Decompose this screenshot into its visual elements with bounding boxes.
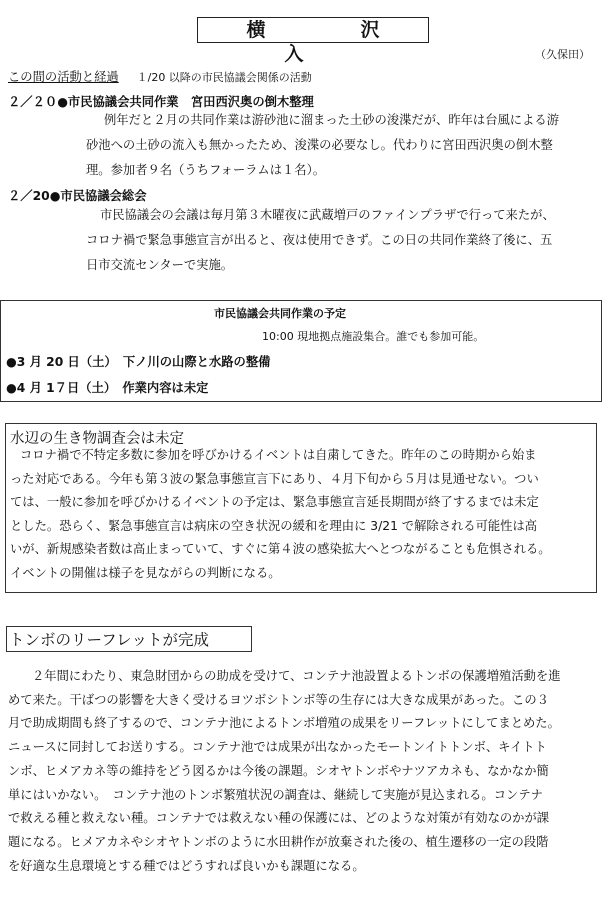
item2-line: 日市交流センターで実施。 [86, 258, 234, 272]
item2-body [86, 203, 555, 278]
survey-line: ては、一般に参加を呼びかけるイベントの予定は、緊急事態宣言延長期間が終了するまでは未定 [10, 495, 539, 509]
survey-line: いが、新規感染者数は高止まっていて、すぐに第４波の感染拡大へとつながることも危惧される。 [10, 542, 551, 556]
leaflet-line: ンボ、ヒメアカネ等の維持をどう図るかは今後の課題。シオヤトンボやナツアカネも、なかなか簡 [8, 763, 549, 778]
leaflet-line: 月で助成期間も終了するので、コンテナ池によるトンボ増殖の成果をリーフレットにしてまとめた。 [8, 716, 560, 731]
survey-line: った対応である。今年も第３波の緊急事態宣言下にあり、４月下旬から５月は見通せない。つい [10, 471, 539, 486]
activities-heading: この間の活動と経過 [8, 70, 119, 84]
leaflet-line: で救える種と救えない種。コンテナでは救えない種の保護には、どのような対策が有効なのかが課 [8, 811, 550, 826]
item2-line: 市民協議会の会議は毎月第３木曜夜に武蔵増戸のファインプラザで行って来たが、 [100, 208, 555, 222]
schedule-meeting: 10:00 現地拠点施設集合。誰でも参加可能。 [262, 330, 485, 343]
item1-title: ２／２０●市民協議会共同作業 宮田西沢奥の倒木整理 [8, 95, 314, 109]
survey-body [10, 444, 551, 585]
activities-heading-row [8, 67, 312, 85]
item1-line: 砂池への土砂の流入も無かったため、浚渫の必要なし。代わりに宮田西沢奥の倒木整 [86, 138, 553, 152]
survey-line: イベントの開催は様子を見ながらの判断になる。 [10, 565, 281, 580]
schedule-item: ●4 月 1７日（土） 作業内容は未定 [6, 381, 209, 395]
leaflet-line: ニュースに同封してお送りする。コンテナ池では成果が出なかったモートンイトトンボ、キイトト [8, 740, 547, 755]
survey-line: とした。恐らく、緊急事態宣言は病床の空き状況の緩和を理由に 3/21 で解除される可能性は高 [10, 518, 538, 533]
leaflet-line: 単にはいかない。 コンテナ池のトンボ繁殖状況の調査は、継続して実施が見込まれる。コンテナ [8, 787, 543, 802]
leaflet-line: ２年間にわたり、東急財団からの助成を受けて、コンテナ池設置よるトンボの保護増殖活動を進 [32, 669, 561, 683]
item1-line: 例年だと２月の共同作業は游砂池に溜まった土砂の浚渫だが、昨年は台風による游 [104, 113, 559, 127]
leaflet-heading: トンボのリーフレットが完成 [9, 631, 209, 649]
schedule-heading: 市民協議会共同作業の予定 [214, 307, 346, 320]
item2-line: コロナ禍で緊急事態宣言が出ると、夜は使用できず。この日の共同作業終了後に、五 [86, 233, 553, 247]
author-label: （久保田） [535, 48, 590, 61]
item1-line: 理。参加者９名（うちフォーラムは１名）。 [86, 163, 326, 177]
leaflet-line: 題になる。ヒメアカネやシオヤトンボのように水田耕作が放棄された後の、植生遷移の一定の段階 [8, 834, 549, 849]
survey-heading: 水辺の生き物調査会は未定 [10, 431, 184, 447]
page-title: 横 沢 入 [197, 17, 429, 43]
activities-note: １/20 以降の市民協議会関係の活動 [136, 71, 312, 84]
leaflet-line: めて来た。干ばつの影響を大きく受けるヨツボシトンボ等の生存には大きな成果があった。この３ [8, 692, 549, 707]
leaflet-body [8, 665, 561, 878]
item2-title: ２／20●市民協議会総会 [8, 189, 147, 203]
schedule-item: ●3 月 20 日（土） 下ノ川の山際と水路の整備 [6, 355, 271, 369]
item1-body [86, 108, 559, 183]
survey-line: コロナ禍で不特定多数に参加を呼びかけるイベントは自粛してきた。昨年のこの時期から始ま [20, 448, 537, 462]
leaflet-line: を好適な生息環境とする種ではどうすれば良いかも課題になる。 [8, 858, 365, 873]
